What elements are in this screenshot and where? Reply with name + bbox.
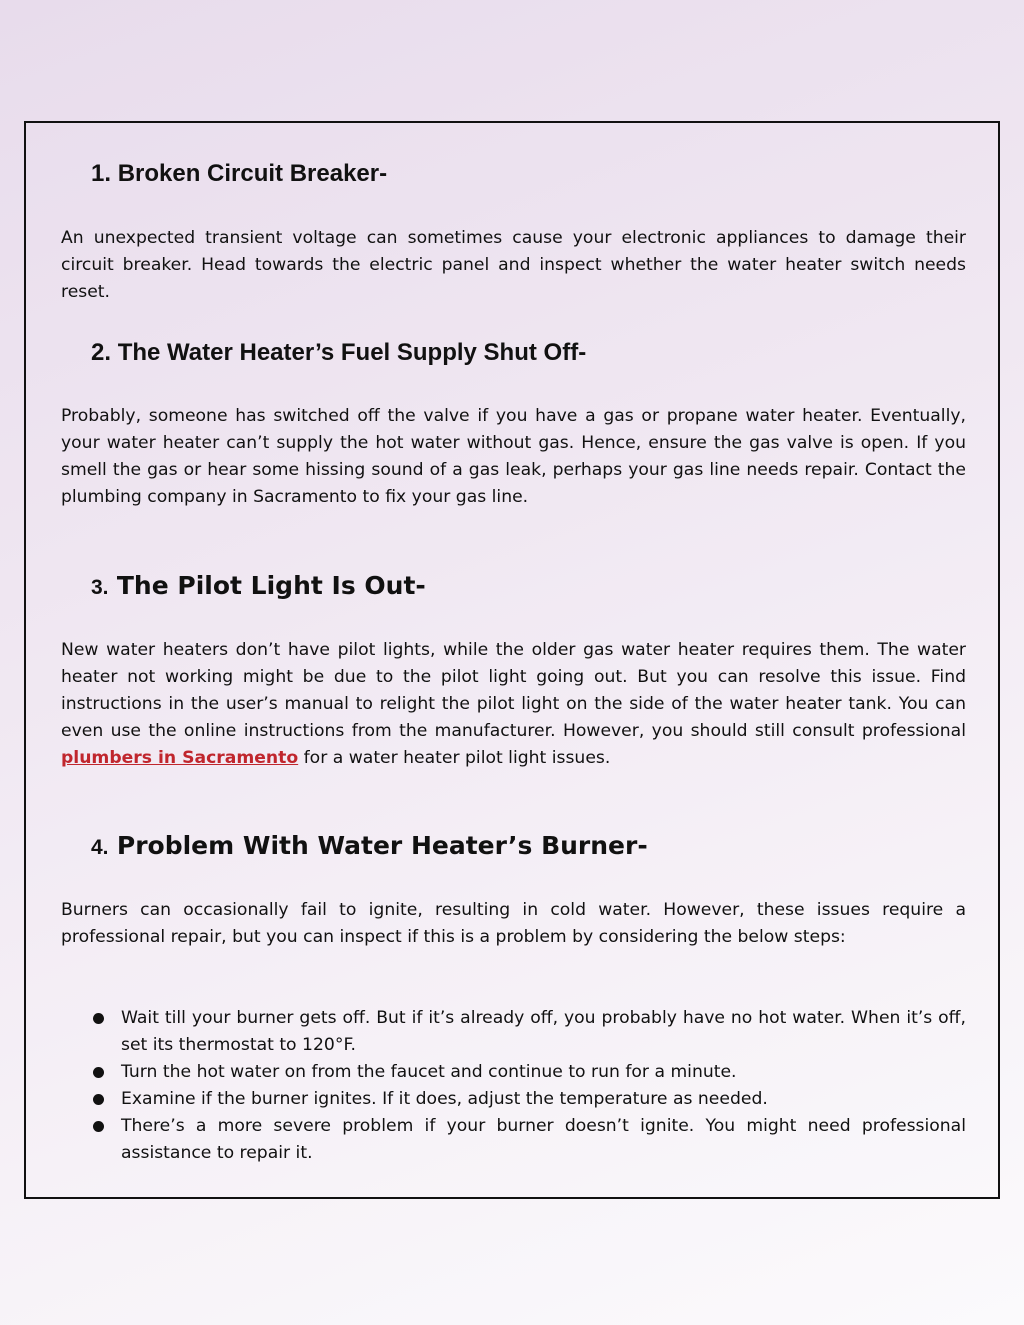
section-4-body: Burners can occasionally fail to ignite, resulting in cold water. However, these issues require a professional repair, but you can inspect if this is a problem by considering the below steps: [61, 900, 966, 947]
section-3-heading [91, 571, 426, 600]
list-item [61, 1113, 966, 1167]
bullet-icon [93, 1121, 104, 1132]
section-1-body: An unexpected transient voltage can sometimes cause your electronic appliances to damage their circuit breaker. Head towards the electric panel and inspect whether the water heater switch needs reset. [61, 228, 966, 302]
step-text: Wait till your burner gets off. But if it’s already off, you probably have no hot water. When it’s off, set its thermostat to 120°F. [121, 1008, 966, 1055]
step-text: Turn the hot water on from the faucet and continue to run for a minute. [121, 1062, 737, 1082]
section-3-body-tail: for a water heater pilot light issues. [298, 748, 611, 768]
burner-steps-list [61, 1005, 966, 1167]
section-2-heading [91, 339, 586, 367]
section-3-number: 3. [91, 576, 109, 599]
section-2-number: 2. [91, 339, 112, 366]
list-item [61, 1005, 966, 1059]
bullet-icon [93, 1067, 104, 1078]
section-3-body [61, 637, 966, 772]
section-3-body-text: New water heaters don’t have pilot lights, while the older gas water heater requires them. The water heater not working might be due to the pilot light going out. But you can resolve this issue. Find instructions in the user’s manual to relight the pilot light on the side of the water heater tank. You can even use the online instructions from the manufacturer. However, you should still consult professional [61, 640, 966, 741]
section-4-heading [91, 831, 648, 860]
section-1-title: Broken Circuit Breaker- [117, 160, 388, 187]
list-item [61, 1086, 966, 1113]
section-2-body: Probably, someone has switched off the valve if you have a gas or propane water heater. Eventually, your water heater can’t supply the hot water without gas. Hence, ensure the gas valve is open. If you smell the gas or hear some hissing sound of a gas leak, perhaps your gas line needs repair. Contact the plumbing company in Sacramento to fix your gas line. [61, 406, 966, 507]
section-4-number: 4. [91, 836, 109, 859]
section-1-heading [91, 160, 387, 188]
bullet-icon [93, 1013, 104, 1024]
step-text: Examine if the burner ignites. If it does, adjust the temperature as needed. [121, 1089, 768, 1109]
section-1-number: 1. [91, 160, 112, 187]
section-2-title: The Water Heater’s Fuel Supply Shut Off- [117, 339, 587, 366]
section-3-title: The Pilot Light Is Out- [116, 571, 426, 600]
section-4-title: Problem With Water Heater’s Burner- [116, 831, 648, 860]
plumbers-sacramento-link[interactable]: plumbers in Sacramento [61, 748, 299, 768]
step-text: There’s a more severe problem if your burner doesn’t ignite. You might need professional assistance to repair it. [121, 1116, 966, 1163]
list-item [61, 1059, 966, 1086]
bullet-icon [93, 1094, 104, 1105]
